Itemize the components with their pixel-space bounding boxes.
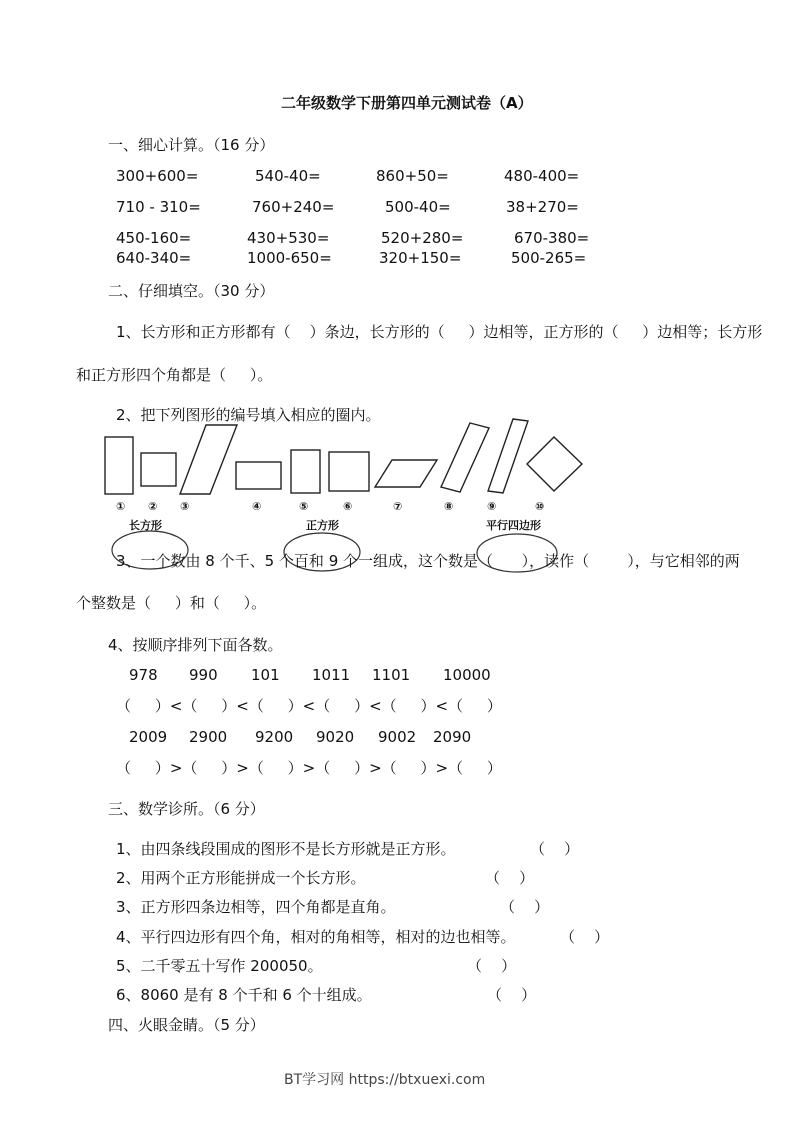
sequence-number: 990 (189, 666, 218, 684)
page-title: 二年级数学下册第四单元测试卷（A） (281, 94, 533, 112)
shape-6-square (329, 452, 369, 491)
judge-item: 4、平行四边形有四个角，相对的角相等，相对的边也相等。 (116, 928, 516, 946)
calc-item: 320+150= (379, 249, 462, 267)
calc-item: 640-340= (116, 249, 192, 267)
shape-number: ⑥ (343, 500, 353, 513)
shape-3-parallelogram (180, 425, 237, 494)
calc-item: 500-40= (385, 198, 451, 216)
judge-paren: （ ） (467, 957, 517, 975)
calc-item: 760+240= (252, 198, 335, 216)
footer-watermark: BT学习网 https://btxuexi.com (284, 1072, 486, 1088)
sequence-number: 978 (129, 666, 158, 684)
shape-10-square (527, 437, 582, 491)
shape-number: ① (116, 500, 126, 513)
sequence-number: 101 (251, 666, 280, 684)
shape-number: ④ (252, 500, 262, 513)
sequence-number: 10000 (443, 666, 491, 684)
calc-item: 540-40= (255, 167, 321, 185)
sequence-number: 1011 (312, 666, 351, 684)
shape-9-parallelogram (488, 419, 528, 493)
calc-item: 710 - 310= (116, 198, 201, 216)
question-3-line-2: 个整数是（ ）和（ ）。 (76, 594, 267, 612)
sequence-number: 1101 (372, 666, 411, 684)
question-4: 4、按顺序排列下面各数。 (108, 636, 283, 654)
shape-number: ③ (180, 500, 190, 513)
order-blanks-ascending: （ ）<（ ）<（ ）<（ ）<（ ）<（ ） (116, 697, 502, 715)
shape-number: ⑩ (535, 500, 545, 513)
judge-paren: （ ） (487, 986, 537, 1004)
judge-paren: （ ） (485, 869, 535, 887)
order-blanks-descending: （ ）>（ ）>（ ）>（ ）>（ ）>（ ） (116, 759, 502, 777)
category-label-rectangle: 长方形 (129, 519, 162, 532)
calc-item: 1000-650= (247, 249, 332, 267)
shape-1-rectangle (105, 437, 133, 494)
shape-4-rectangle (236, 462, 281, 489)
calc-item: 520+280= (381, 229, 464, 247)
calc-item: 500-265= (511, 249, 587, 267)
question-1-line-2: 和正方形四个角都是（ ）。 (76, 366, 273, 384)
calc-item: 860+50= (376, 167, 449, 185)
question-3-line-1: 3、一个数由 8 个千、5 个百和 9 个一组成，这个数是（ ），读作（ ），与它相邻的两 (116, 552, 740, 570)
judge-item: 2、用两个正方形能拼成一个长方形。 (116, 869, 366, 887)
calc-item: 430+530= (247, 229, 330, 247)
calc-item: 480-400= (504, 167, 580, 185)
sequence-number: 2090 (433, 728, 472, 746)
calc-item: 300+600= (116, 167, 199, 185)
judge-item: 1、由四条线段围成的图形不是长方形就是正方形。 (116, 840, 456, 858)
sequence-number: 2009 (129, 728, 168, 746)
section-2-heading: 二、仔细填空。（30 分） (108, 282, 275, 300)
shape-8-parallelogram (441, 423, 489, 492)
shape-7-parallelogram (375, 460, 437, 487)
category-label-square: 正方形 (306, 519, 339, 532)
category-label-parallelogram: 平行四边形 (486, 519, 541, 532)
shape-5-rectangle (291, 450, 320, 493)
sequence-number: 2900 (189, 728, 228, 746)
shape-number: ⑦ (393, 500, 403, 513)
question-1-line-1: 1、长方形和正方形都有（ ）条边，长方形的（ ）边相等，正方形的（ ）边相等；长方形 (116, 323, 763, 341)
section-3-heading: 三、数学诊所。（6 分） (108, 800, 265, 818)
judge-item: 3、正方形四条边相等，四个角都是直角。 (116, 898, 396, 916)
sequence-number: 9200 (255, 728, 294, 746)
calc-item: 38+270= (506, 198, 579, 216)
shape-number: ② (148, 500, 158, 513)
judge-item: 5、二千零五十写作 200050。 (116, 957, 323, 975)
judge-paren: （ ） (530, 840, 580, 858)
sequence-number: 9002 (378, 728, 417, 746)
judge-item: 6、8060 是有 8 个千和 6 个十组成。 (116, 986, 372, 1004)
section-4-heading: 四、火眼金睛。（5 分） (108, 1016, 265, 1034)
judge-paren: （ ） (500, 898, 550, 916)
shape-number: ⑤ (299, 500, 309, 513)
judge-paren: （ ） (560, 928, 610, 946)
calc-item: 450-160= (116, 229, 192, 247)
shape-2-square (141, 453, 176, 486)
calc-item: 670-380= (514, 229, 590, 247)
shape-number: ⑧ (444, 500, 454, 513)
section-1-heading: 一、细心计算。（16 分） (108, 136, 275, 154)
shape-number: ⑨ (487, 500, 497, 513)
sequence-number: 9020 (316, 728, 355, 746)
question-2: 2、把下列图形的编号填入相应的圈内。 (116, 406, 381, 424)
